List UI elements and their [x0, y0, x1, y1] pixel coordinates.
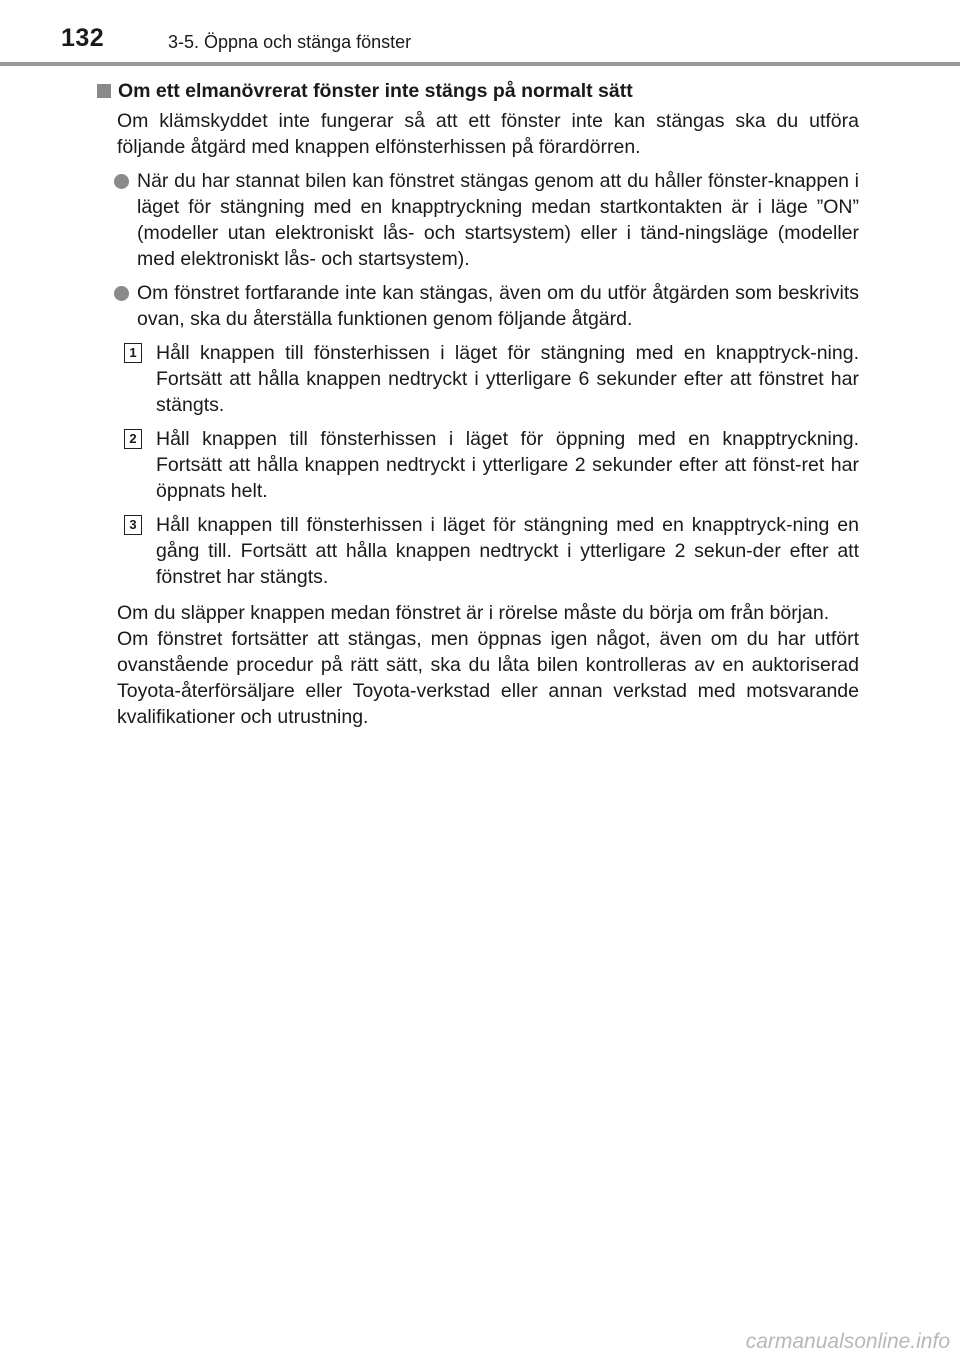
step-item	[129, 340, 859, 418]
step-item	[129, 426, 859, 504]
step-text: Håll knappen till fönsterhissen i läget för stängning med en knapptryck-ning. Fortsätt att hålla knappen nedtryckt i ytterligare 6 sekunder efter att fönstret har stängts.	[156, 342, 859, 416]
bullet-text: Om fönstret fortfarande inte kan stängas, även om du utför åtgärden som beskrivits ovan, ska du återställa funktionen genom följande åtgärd.	[137, 282, 859, 330]
step-number-badge: 1	[124, 343, 142, 363]
closing-paragraph	[117, 600, 859, 730]
step-text: Håll knappen till fönsterhissen i läget för öppning med en knapptryckning. Fortsätt att hålla knappen nedtryckt i ytterligare 2 sekunder efter att fönst-ret har öppnats helt.	[156, 428, 859, 502]
page-number: 132	[61, 24, 105, 52]
circle-bullet-icon	[114, 174, 129, 189]
section-heading-text: Om ett elmanövrerat fönster inte stängs på normalt sätt	[118, 80, 633, 102]
closing-line: Om fönstret fortsätter att stängas, men öppnas igen något, även om du har utfört ovanstående procedur på rätt sätt, ska du låta bilen kontrolleras av en auktoriserad Toyota-återförsäljare eller Toyota-verkstad eller annan verkstad med motsvarande kvalifikationer och utrustning.	[117, 628, 859, 728]
watermark-text: carmanualsonline.info	[745, 1330, 950, 1353]
square-bullet-icon	[97, 84, 111, 98]
bullet-text: När du har stannat bilen kan fönstret stängas genom att du håller fönster-knappen i läget för stängning med en knapptryckning medan startkontakten är i läge ”ON” (modeller utan elektroniskt lås- och startsystem) eller i tänd-ningsläge (modeller med elektroniskt lås- och startsystem).	[137, 170, 859, 270]
circle-bullet-icon	[114, 286, 129, 301]
bullet-item	[137, 168, 859, 272]
page-content	[97, 78, 859, 730]
bullet-item	[137, 280, 859, 332]
step-text: Håll knappen till fönsterhissen i läget för stängning med en knapptryck-ning en gång till. Fortsätt att hålla knappen nedtryckt i ytterligare 2 sekun-der efter att fönstret har stängts.	[156, 514, 859, 588]
step-number-badge: 3	[124, 515, 142, 535]
section-heading	[97, 78, 859, 104]
step-item	[129, 512, 859, 590]
intro-paragraph: Om klämskyddet inte fungerar så att ett fönster inte kan stängas ska du utföra följande åtgärd med knappen elfönsterhissen på förardörren.	[117, 110, 859, 158]
header-divider	[0, 62, 960, 66]
step-number-badge: 2	[124, 429, 142, 449]
section-title: 3-5. Öppna och stänga fönster	[168, 32, 412, 52]
closing-line: Om du släpper knappen medan fönstret är i rörelse måste du börja om från början.	[117, 602, 830, 624]
page-header	[0, 0, 960, 66]
